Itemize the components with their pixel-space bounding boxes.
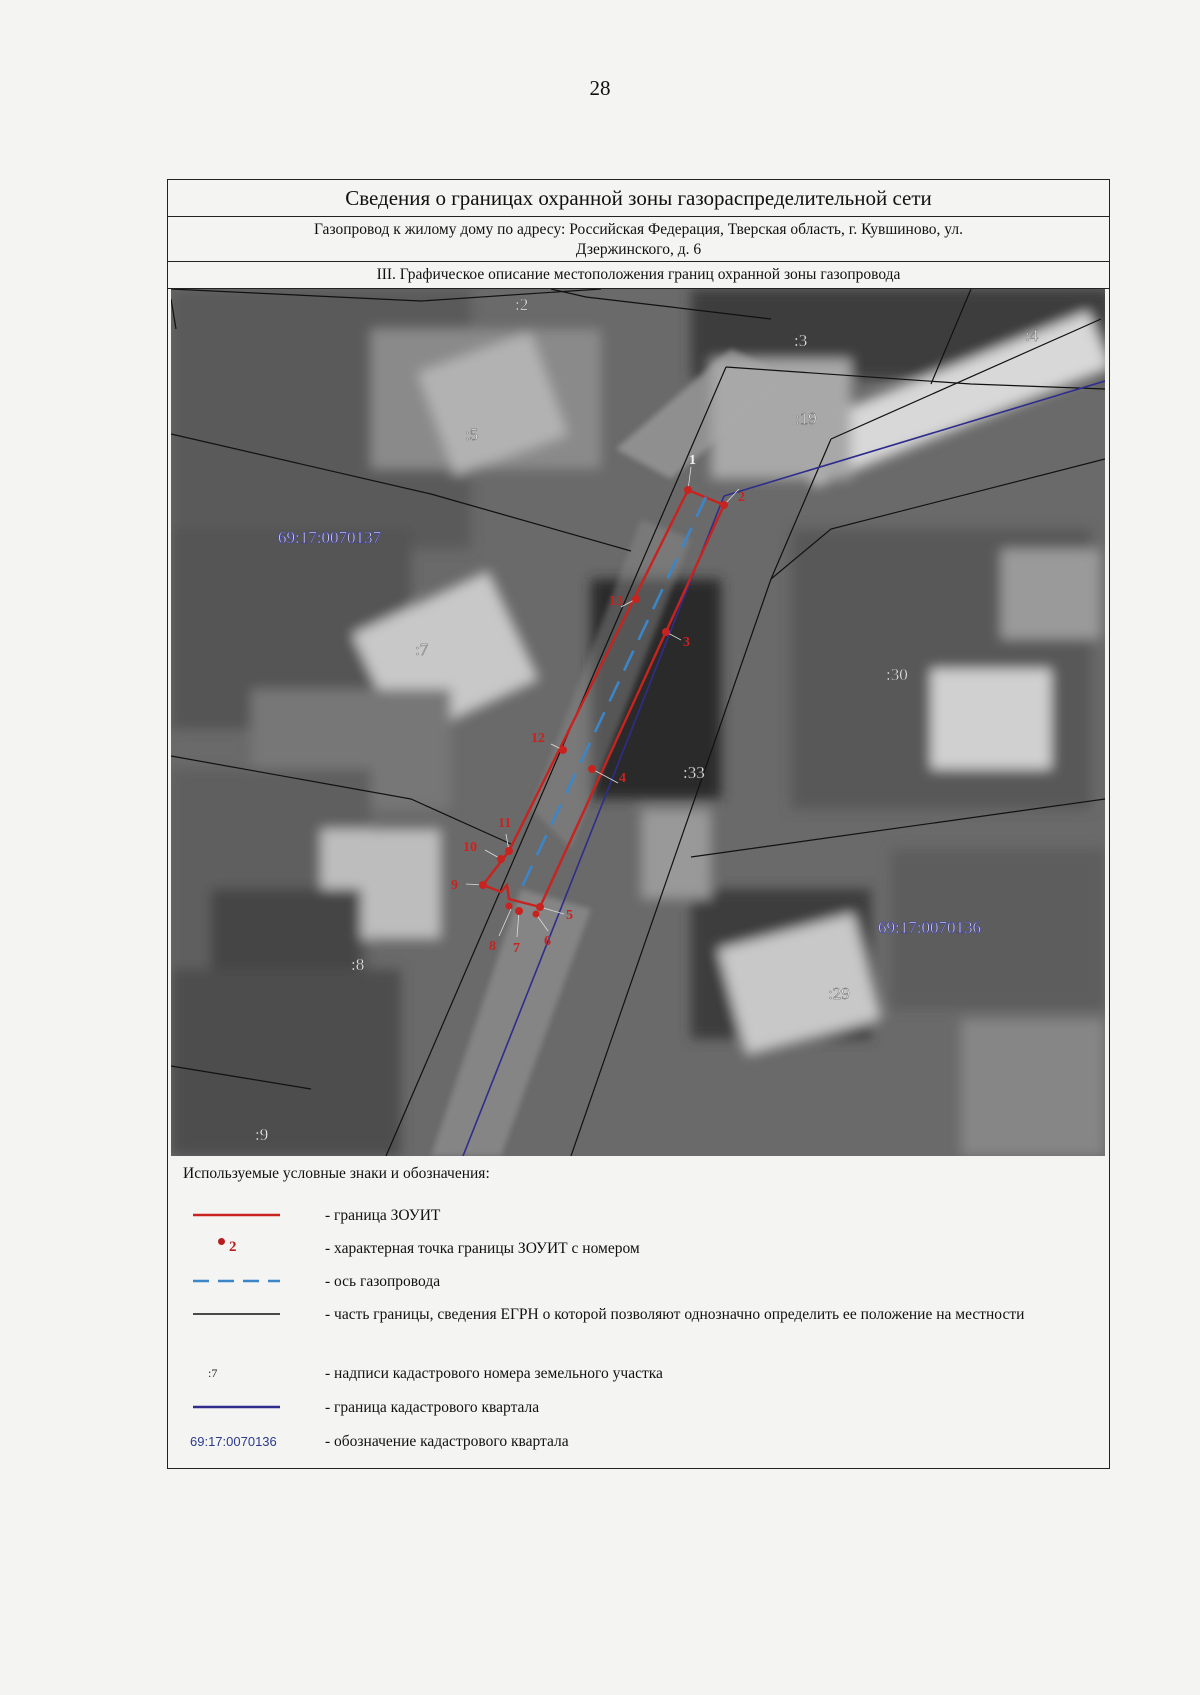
point-label-11: 11	[498, 816, 512, 831]
legend-symbol-parcel-label: :7	[208, 1366, 218, 1380]
point-label-7: 7	[513, 941, 520, 956]
legend-text-quarter-boundary: - граница кадастрового квартала	[325, 1399, 540, 1416]
object-description-line1: Газопровод к жилому дому по адресу: Российская Федерация, Тверская область, г. Кувшиново, ул.	[313, 221, 963, 238]
section-title: III. Графическое описание местоположения границ охранной зоны газопровода	[168, 262, 1109, 289]
point-label-13: 13	[609, 594, 623, 609]
legend-point-number: 2	[229, 1239, 237, 1255]
legend-text-zouit-boundary: - граница ЗОУИТ	[325, 1207, 441, 1224]
point-label-9: 9	[451, 878, 458, 893]
parcel-label-7: :7	[415, 640, 429, 659]
legend-text-gas-axis: - ось газопровода	[325, 1273, 441, 1290]
point-label-6: 6	[544, 934, 551, 949]
point-label-12: 12	[531, 731, 545, 746]
legend-heading: Используемые условные знаки и обозначения:	[183, 1165, 490, 1182]
legend-text-quarter-code: - обозначение кадастрового квартала	[325, 1433, 569, 1450]
point-dot-icon	[218, 1238, 225, 1245]
parcel-label-9: :9	[255, 1125, 269, 1144]
legend-symbol-red-line	[183, 1205, 293, 1235]
legend-symbol-point	[218, 1238, 237, 1256]
point-label-10: 10	[463, 840, 477, 855]
parcel-label-29: :29	[828, 984, 850, 1003]
document-frame	[167, 179, 1110, 1469]
parcel-label-4: :4	[1025, 326, 1039, 345]
parcel-label-8: :8	[351, 955, 365, 974]
point-label-2: 2	[738, 490, 745, 505]
parcel-label-2: :2	[515, 295, 529, 314]
object-description	[168, 217, 1109, 262]
parcel-label-33: :33	[683, 763, 705, 782]
parcel-label-30: :30	[886, 665, 908, 684]
point-label-3: 3	[683, 635, 690, 650]
parcel-label-5: :5	[465, 425, 479, 444]
legend-symbol-quarter-code: 69:17:0070136	[190, 1434, 277, 1449]
legend-symbol-black-line	[183, 1304, 293, 1334]
document-title: Сведения о границах охранной зоны газораспределительной сети	[168, 180, 1109, 217]
page-number: 28	[589, 76, 611, 100]
parcel-label-3: :3	[794, 331, 808, 350]
cadastral-map	[171, 289, 1105, 1156]
quarter-label-0070137: 69:17:0070137	[278, 528, 381, 547]
object-description-line2: Дзержинского, д. 6	[575, 241, 702, 258]
point-label-4: 4	[619, 771, 626, 786]
point-label-5: 5	[566, 908, 573, 923]
legend-symbol-blue-line	[183, 1397, 293, 1427]
legend-text-zouit-point: - характерная точка границы ЗОУИТ с номером	[325, 1240, 640, 1257]
legend-text-egrn-boundary: - часть границы, сведения ЕГРН о которой позволяют однозначно определить ее положение на местности	[325, 1306, 1025, 1323]
parcel-label-19: :19	[795, 409, 817, 428]
legend-text-parcel-number: - надписи кадастрового номера земельного участка	[325, 1365, 663, 1382]
map-svg	[171, 289, 1105, 1156]
quarter-label-0070136: 69:17:0070136	[878, 918, 981, 937]
point-label-1: 1	[689, 453, 696, 468]
legend-symbol-dashed-line	[183, 1271, 293, 1301]
point-label-8: 8	[489, 939, 496, 954]
